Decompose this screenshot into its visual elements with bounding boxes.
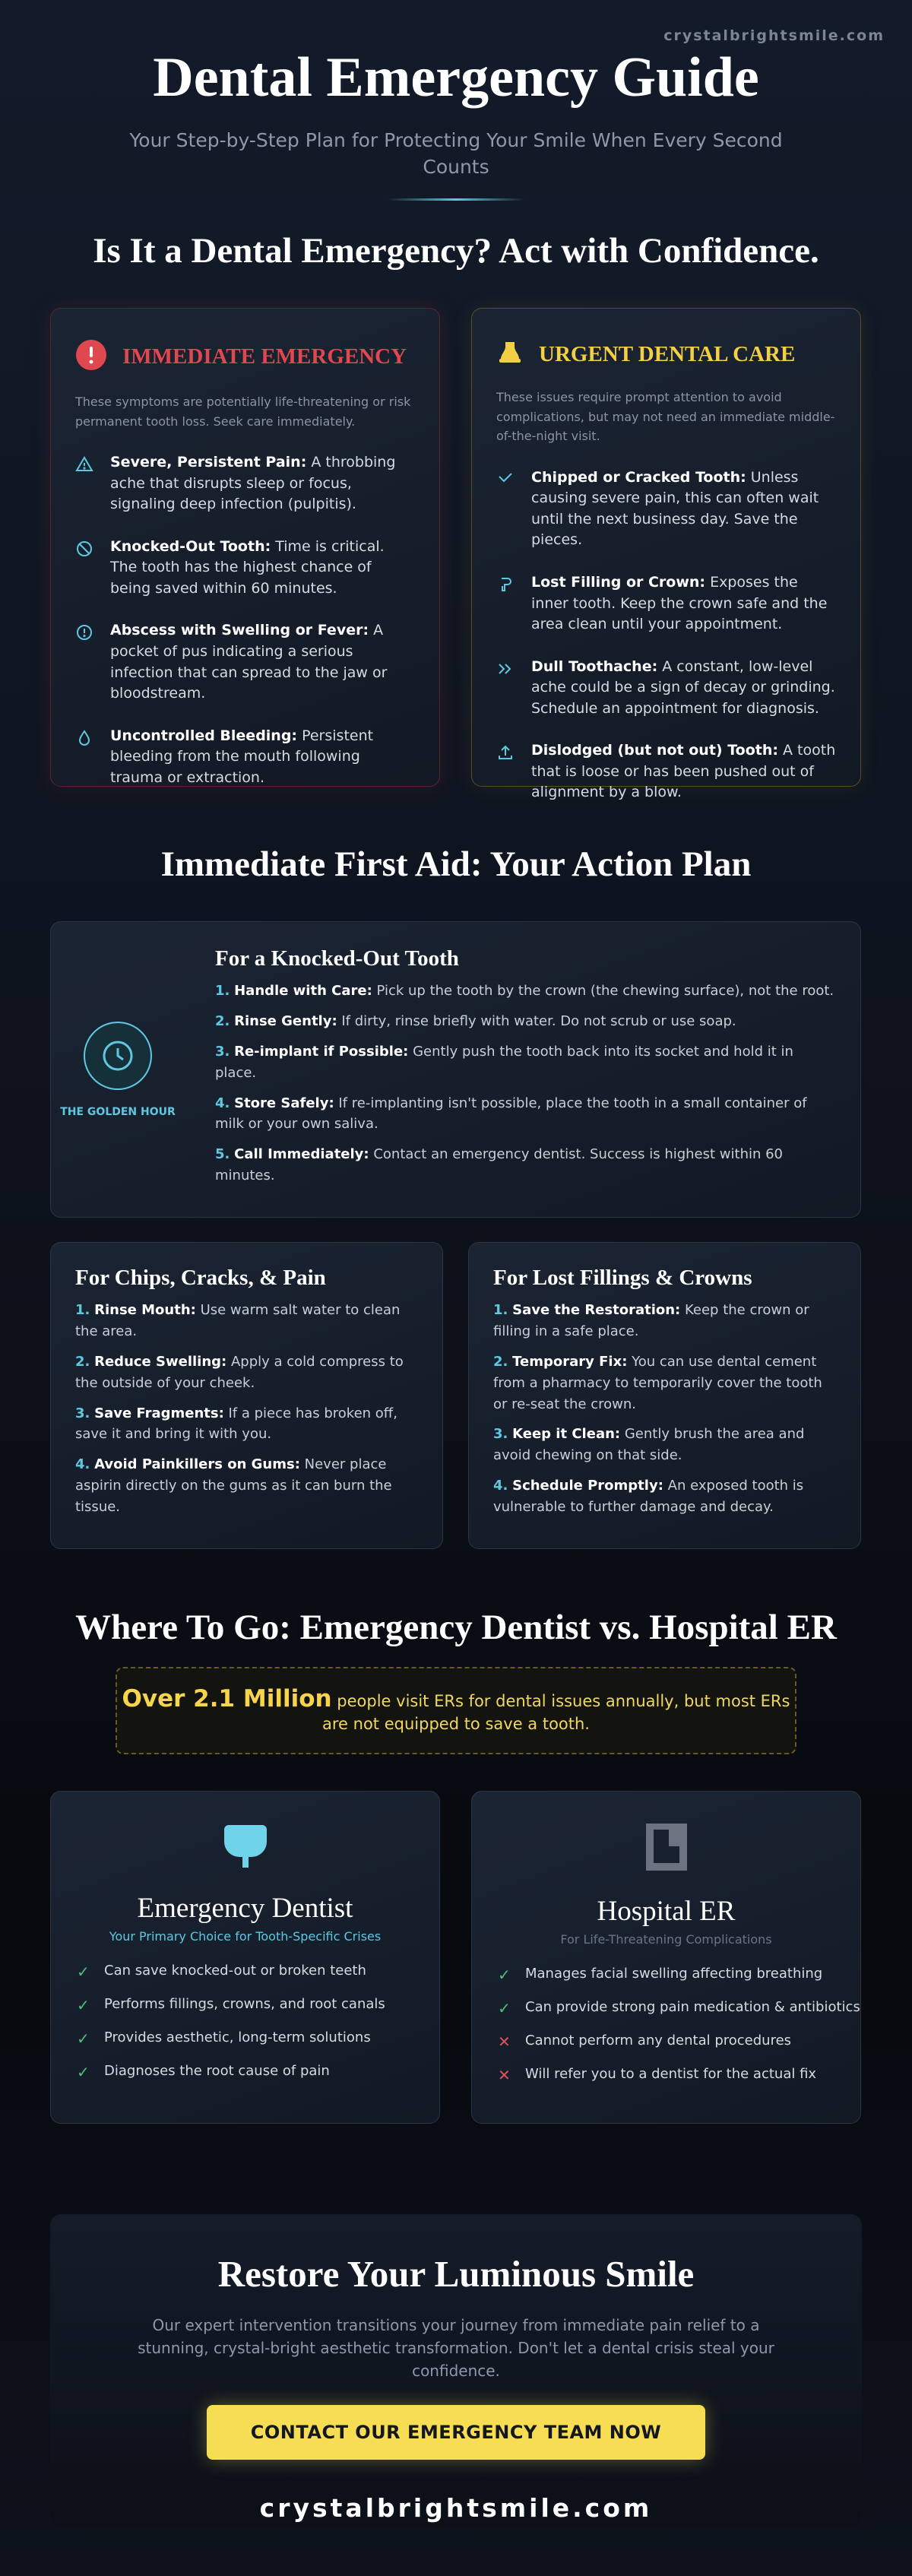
step-item: 3. Keep it Clean: Gently brush the area and avoid chewing on that side. [493, 1426, 805, 1464]
dentist-title: Emergency Dentist [137, 1893, 353, 1924]
urgent-card-intro: These issues require prompt attention to avoid complications, but may not need an immediate middle-of-the-night visit. [496, 390, 835, 444]
hospital-subtitle: For Life-Threatening Complications [560, 1932, 772, 1947]
list-item: ✕ Will refer you to a dentist for the actual fix [498, 2064, 860, 2086]
hospital-building-icon [643, 1862, 690, 1877]
step-item: 2. Temporary Fix: You can use dental cement from a pharmacy to temporarily cover the tooth or re-seat the crown. [493, 1353, 822, 1412]
hospital-er-card [471, 1791, 861, 2124]
step-item: 2. Reduce Swelling: Apply a cold compress to the outside of your cheek. [75, 1353, 404, 1391]
check-icon: ✓ [77, 1996, 90, 2014]
exclamation-icon [75, 339, 107, 374]
chips-title: For Chips, Cracks, & Pain [75, 1266, 326, 1290]
section-title-first-aid: Immediate First Aid: Your Action Plan [160, 844, 752, 884]
knocked-out-title: For a Knocked-Out Tooth [215, 946, 459, 971]
list-item: Severe, Persistent Pain: A throbbing ache that disrupts sleep or focus, signaling deep infection (pulpitis). [75, 452, 415, 515]
check-icon: ✓ [77, 1963, 90, 1981]
alert-circle-icon [75, 623, 93, 704]
immediate-card-title: IMMEDIATE EMERGENCY [122, 344, 407, 369]
check-icon: ✓ [77, 2063, 90, 2081]
step-item: 1. Rinse Mouth: Use warm salt water to clean the area. [75, 1302, 401, 1339]
cta-text: Our expert intervention transitions your journey from immediate pain relief to a stunning, crystal-bright aesthetic transformation. Don't let a dental crisis steal your confidence. [138, 2316, 774, 2380]
warning-triangle-icon [75, 455, 93, 515]
chips-cracks-card [50, 1242, 443, 1549]
check-icon: ✓ [498, 1999, 511, 2017]
emergency-dentist-card [50, 1791, 440, 2124]
stat-figure: Over 2.1 Million [122, 1685, 332, 1713]
cross-icon: ✕ [498, 2066, 511, 2084]
er-statistic-callout [116, 1667, 796, 1754]
no-entry-icon [75, 540, 93, 600]
step-item: 3. Save Fragments: If a piece has broken off, save it and bring it with you. [75, 1405, 397, 1443]
immediate-emergency-card [50, 308, 440, 787]
lost-fillings-card [468, 1242, 861, 1549]
cta-title: Restore Your Luminous Smile [217, 2253, 695, 2295]
step-item: 1. Save the Restoration: Keep the crown or filling in a safe place. [493, 1302, 809, 1339]
dentist-benefits-list [51, 1960, 439, 2083]
clock-icon [83, 1079, 153, 1094]
list-item: Lost Filling or Crown: Exposes the inner tooth. Keep the crown safe and the area clean until your appointment. [496, 572, 836, 635]
blood-drop-icon [75, 729, 93, 789]
list-item: ✕ Cannot perform any dental procedures [498, 2030, 860, 2053]
step-item: 4. Avoid Painkillers on Gums: Never place aspirin directly on the gums as it can burn the tissue. [75, 1456, 392, 1516]
fillings-title: For Lost Fillings & Crowns [493, 1266, 752, 1290]
list-item: Chipped or Cracked Tooth: Unless causing severe pain, this can often wait until the next business day. Save the pieces. [496, 467, 836, 551]
crack-icon [496, 471, 515, 551]
urgent-card-title: URGENT DENTAL CARE [539, 341, 796, 366]
step-item: 4. Store Safely: If re-implanting isn't possible, place the tooth in a small container of milk or your own saliva. [215, 1095, 807, 1133]
list-item: Dislodged (but not out) Tooth: A tooth that is loose or has been pushed out of alignment by a blow. [496, 740, 836, 803]
list-item: Dull Toothache: A constant, low-level ache could be a sign of decay or grinding. Schedule an appointment for diagnosis. [496, 657, 836, 720]
dentist-subtitle: Your Primary Choice for Tooth-Specific Crises [109, 1929, 382, 1944]
section-title-assess: Is It a Dental Emergency? Act with Confidence. [93, 231, 819, 271]
step-item: 5. Call Immediately: Contact an emergency dentist. Success is highest within 60 minutes. [215, 1146, 784, 1184]
step-item: 1. Handle with Care: Pick up the tooth by the crown (the chewing surface), not the root. [215, 983, 834, 999]
knocked-out-card [50, 921, 861, 1218]
arrow-up-icon [496, 743, 515, 803]
tooth-filling-icon [496, 575, 515, 635]
page-subtitle: Your Step-by-Step Plan for Protecting Your Smile When Every Second Counts [129, 129, 783, 179]
bell-icon [496, 339, 524, 369]
cross-icon: ✕ [498, 2033, 511, 2051]
list-item: Knocked-Out Tooth: Time is critical. The tooth has the highest chance of being saved within 60 minutes. [75, 537, 415, 600]
list-item: ✓ Performs fillings, crowns, and root canals [77, 1994, 439, 2017]
list-item: ✓ Provides aesthetic, long-term solutions [77, 2027, 439, 2050]
double-chevron-icon [496, 660, 515, 720]
step-item: 4. Schedule Promptly: An exposed tooth is vulnerable to further damage and decay. [493, 1478, 804, 1516]
stat-text: people visit ERs for dental issues annually, but most ERs are not equipped to save a tooth. [322, 1692, 790, 1734]
list-item: ✓ Diagnoses the root cause of pain [77, 2061, 439, 2083]
urgent-care-card [471, 308, 861, 801]
hospital-title: Hospital ER [597, 1896, 736, 1927]
golden-hour-badge [60, 1021, 176, 1118]
section-title-where: Where To Go: Emergency Dentist vs. Hospital ER [75, 1608, 837, 1647]
list-item: ✓ Can provide strong pain medication & antibiotics [498, 1997, 860, 2020]
golden-hour-label: THE GOLDEN HOUR [60, 1106, 176, 1118]
list-item: Abscess with Swelling or Fever: A pocket of pus indicating a serious infection that can spread to the jaw or bloodstream. [75, 620, 415, 704]
hero-divider [388, 198, 524, 201]
list-item: ✓ Manages facial swelling affecting breathing [498, 1963, 860, 1986]
page-title: Dental Emergency Guide [153, 46, 759, 109]
check-icon: ✓ [77, 2029, 90, 2048]
check-icon: ✓ [498, 1966, 511, 1984]
hospital-capabilities-list [472, 1963, 860, 2086]
list-item: Uncontrolled Bleeding: Persistent bleeding from the mouth following trauma or extraction. [75, 726, 415, 789]
cta-section [50, 2214, 862, 2526]
list-item: ✓ Can save knocked-out or broken teeth [77, 1960, 439, 1983]
tooth-icon [223, 1859, 268, 1874]
site-domain-footer: crystalbrightsmile.com [259, 2493, 653, 2523]
immediate-card-intro: These symptoms are potentially life-threatening or risk permanent tooth loss. Seek care immediately. [75, 394, 411, 429]
step-item: 2. Rinse Gently: If dirty, rinse briefly with water. Do not scrub or use soap. [215, 1012, 736, 1029]
site-domain-top: crystalbrightsmile.com [663, 27, 885, 44]
step-item: 3. Re-implant if Possible: Gently push the tooth back into its socket and hold it in place. [215, 1043, 793, 1081]
contact-emergency-team-button[interactable]: CONTACT OUR EMERGENCY TEAM NOW [207, 2405, 705, 2460]
